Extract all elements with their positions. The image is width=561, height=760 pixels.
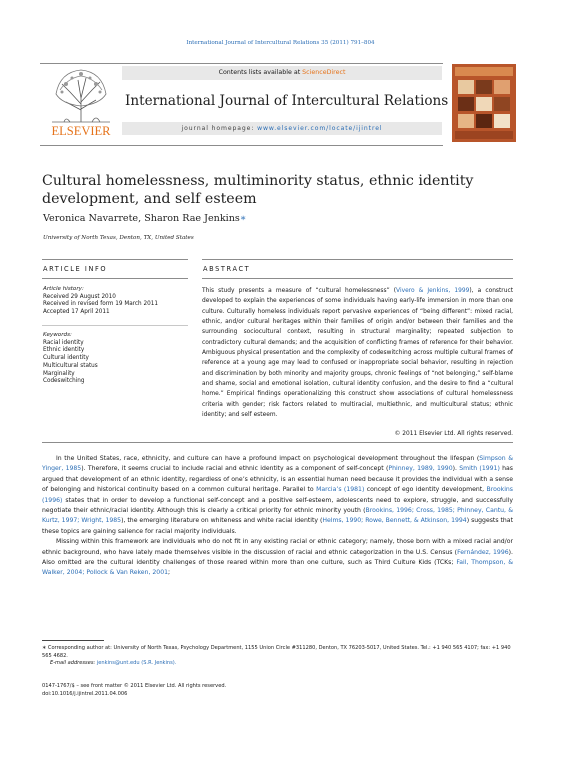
abstract-rule-top — [202, 259, 513, 260]
body-text-segment: ). Therefore, it seems crucial to include racial and ethnic identity as a component of self-concept ( — [81, 465, 389, 473]
authors — [43, 213, 246, 224]
journal-name: International Journal of Intercultural Relations — [125, 93, 449, 109]
sciencedirect-link[interactable]: ScienceDirect — [302, 69, 346, 76]
body-text-segment: ) suggests that these topics are gaining salience for racial majority individuals. — [42, 517, 513, 535]
abstract-text — [202, 286, 513, 420]
corresponding-author-note: ∗ Corresponding author at: University of North Texas, Psychology Department, 1155 Union Circle #311280, Denton, TX 76203-5017, United States. Tel.: +1 940 565 4107; fax: +1 940 565 4682. — [42, 645, 511, 659]
author-names: Veronica Navarrete, Sharon Rae Jenkins — [43, 213, 240, 224]
email-label: E-mail addresses: — [50, 660, 97, 666]
abstract-text-part: This study presents a measure of “cultural homelessness” ( — [202, 288, 397, 294]
journal-homepage — [122, 125, 442, 132]
body-text-segment: ). Also omitted are the cultural identity challenges of those reared within more than one culture, such as Third Culture Kids (TCKs; — [42, 548, 513, 567]
contents-prefix: Contents lists available at — [218, 69, 303, 76]
affiliation: University of North Texas, Denton, TX, United States — [43, 235, 194, 241]
body-text-segment: In the United States, race, ethnicity, and culture can have a profound impact on psychological development throughout the lifespan ( — [56, 455, 480, 462]
body-text-segment: Missing within this framework are individuals who do not fit in any existing racial or ethnic category; namely, those born with a mixed racial and/or ethnic background, who have lately made themselves visible in the discussion of racial and ethnic categorization in the U.S. Census ( — [42, 538, 513, 556]
body-text-segment: states that in order to develop a functional self-concept and a positive self-esteem, adolescents need to explore, struggle, and successfully negotiate their ethnic/racial identity. Although this is clearly a critical priority for ethnic minority youth ( — [42, 496, 513, 515]
body-text — [42, 454, 513, 579]
journal-cover[interactable] — [452, 64, 516, 142]
copyright: © 2011 Elsevier Ltd. All rights reserved. — [394, 431, 513, 437]
body-text-segment: ), the emerging literature on whiteness and white racial identity ( — [121, 517, 323, 525]
keywords-label: Keywords: — [43, 332, 72, 338]
abstract-rule-bottom — [42, 442, 513, 443]
footnote — [42, 645, 513, 668]
history-accepted: Accepted 17 April 2011 — [43, 309, 110, 316]
article-title: Cultural homelessness, multiminority status, ethnic identity development, and self esteem — [42, 173, 474, 207]
abstract-heading: ABSTRACT — [203, 265, 251, 273]
issn-block — [42, 682, 226, 698]
citation-link[interactable]: Fail, Thompson, & Walker, 2004; Pollock & Van Reken, 2001 — [42, 559, 513, 577]
body-text-segment: ). — [452, 465, 460, 473]
citation-link[interactable]: Helms, 1990; Rowe, Bennett, & Atkinson, 1994 — [322, 517, 467, 525]
history-label: Article history: — [43, 286, 84, 292]
body-paragraph — [42, 454, 513, 537]
contents-available — [122, 69, 442, 76]
article-info-heading: ARTICLE INFO — [43, 265, 108, 273]
article-info-rule-top — [42, 259, 188, 260]
email-line — [42, 660, 513, 668]
citation-link[interactable]: Simpson & Yinger, 1985 — [42, 455, 513, 473]
contents-band — [122, 66, 442, 80]
history-received: Received 29 August 2010 — [43, 293, 116, 300]
footnote-rule — [42, 640, 104, 641]
article-info-rule-mid — [42, 278, 188, 279]
doi-link[interactable]: doi:10.1016/j.ijintrel.2011.04.006 — [42, 691, 128, 697]
keyword-item: Racial identity — [43, 339, 84, 346]
journal-cover-image — [452, 64, 516, 142]
issn-line: 0147-1767/$ – see front matter © 2011 Elsevier Ltd. All rights reserved. — [42, 683, 227, 689]
body-paragraph — [42, 537, 513, 579]
email-link[interactable]: jenkins@unt.edu (S.R. Jenkins). — [96, 660, 177, 666]
journal-header — [40, 63, 449, 146]
citation-link[interactable]: Marcia’s (1981) — [316, 486, 365, 494]
keyword-item: Multicultural status — [43, 362, 98, 369]
citation-link[interactable]: Phinney, 1989, 1990 — [388, 465, 453, 473]
abstract-rule-mid — [202, 278, 513, 279]
citation-link[interactable]: Smith (1991) — [459, 465, 500, 473]
keyword-item: Marginality — [43, 370, 75, 377]
keyword-item: Ethnic identity — [43, 347, 85, 354]
citation-link[interactable]: Brookins (1996) — [42, 486, 513, 504]
body-text-segment: has argued that development of an ethnic identity, regardless of one’s ethnicity, is an essential human need because it provides the individual with a sense of belonging and historical continuity based on a common cultural heritage. Parallel to — [42, 465, 513, 494]
citation-link[interactable]: Fernández, 1996 — [457, 548, 509, 556]
body-text-segment: ; — [168, 569, 171, 577]
article-history — [43, 286, 189, 317]
keywords — [43, 332, 189, 386]
homepage-prefix: journal homepage: — [181, 125, 258, 132]
homepage-band — [122, 122, 442, 135]
keywords-rule — [42, 325, 188, 326]
body-text-segment: concept of ego identity development, — [364, 486, 487, 494]
abstract-citation-link[interactable]: Vivero & Jenkins, 1999 — [396, 288, 470, 294]
keyword-item: Cultural identity — [43, 355, 89, 362]
abstract-text-part: ), a construct developed to explain the experiences of some individuals having early-life immersion in more than one culture. Culturally homeless individuals report pervasive experiences of “being different”: mixed racial, ethnic, and/or cultural heritages within their families of origin and/or between their families and the surrounding sociocultural context, resulting in structural marginality; repeated subjection to contradictory cultural demands; and the acquisition of conflicting frames of reference for their behavior. Ambiguous physical presentation and the complexity of codeswitching across multiple cultural frames of reference at a young age may lead to confused or inappropriate social behavior, resulting in rejection and discrimination by both minority and majority groups, chronic feelings of “not belonging,” self-blame and shame, social and emotional isolation, cultural identity confusion, and the desire to find a “cultural home.” Empirical findings operationalizing this construct show associations of cultural homelessness criteria with gender; risk factors related to multiracial, multiethnic, and multicultural status; ethnic identity; and self esteem. — [202, 288, 514, 419]
journal-citation[interactable]: International Journal of Intercultural Relations 35 (2011) 791–804 — [186, 40, 375, 46]
history-revised: Received in revised form 19 March 2011 — [43, 301, 158, 308]
citation-link[interactable]: Brookins, 1996; Cross, 1985; Phinney, Cantu, & Kurtz, 1997; Wright, 1985 — [42, 507, 514, 525]
publisher-name: ELSEVIER — [51, 124, 111, 138]
homepage-link[interactable]: www.elsevier.com/locate/ijintrel — [257, 125, 383, 132]
keyword-item: Codeswitching — [43, 378, 85, 385]
corresponding-author-mark[interactable]: ∗ — [239, 213, 247, 224]
